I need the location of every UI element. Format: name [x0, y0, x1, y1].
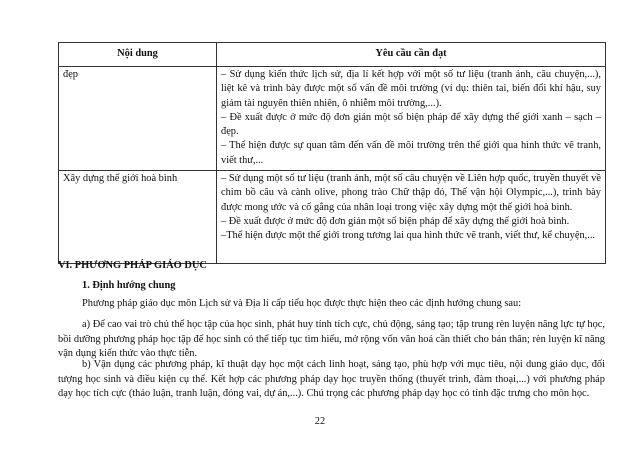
- sub-heading: 1. Định hướng chung: [82, 280, 176, 291]
- requirement-item: –Thể hiện được một thế giới trong tương lai qua hình thức vẽ tranh, viết thư, kể chuyện,...: [221, 230, 596, 242]
- table-row: [59, 171, 606, 264]
- header-content: Nội dung: [59, 43, 217, 67]
- page-number: 22: [314, 416, 326, 427]
- header-requirements: Yêu cầu cần đạt: [217, 43, 606, 67]
- table-row: [59, 67, 606, 171]
- requirement-item: – Thể hiện được sự quan tâm đến vấn đề môi trường trên thế giới qua hình thức vẽ tranh, viết thư,...: [221, 140, 601, 166]
- requirement-item: – Sử dụng một số tư liệu (tranh ảnh, một số câu chuyện về Liên hợp quốc, truyền thuyết về chim bồ câu và cành olive, phong trào Chữ thập đỏ, Thế vận hội Olympic,...), trình bày được mong ước và cố gắng của nhân loại trong việc xây dựng một thế giới hoà bình.: [221, 173, 601, 213]
- requirement-item: – Đề xuất được ở mức độ đơn giản một số biện pháp để xây dựng thế giới xanh – sạch – đẹp.: [221, 111, 601, 138]
- paragraph-b: b) Vận dụng các phương pháp, kĩ thuật dạy học một cách linh hoạt, sáng tạo, phù hợp với mục tiêu, nội dung giáo dục, đối tượng học sinh và điều kiện cụ thể. Kết hợp các phương pháp dạy học truyền thống (thuyết trình, đàm thoại,...) với phương pháp dạy học tích cực (thảo luận, tranh luận, đóng vai, dự án,...). Chú trọng các phương pháp dạy học có tính đặc trưng cho môn học.: [58, 359, 605, 400]
- row-topic: Xây dựng thế giới hoà bình: [59, 171, 217, 264]
- row-requirements: [217, 171, 606, 264]
- intro-paragraph: Phương pháp giáo dục môn Lịch sử và Địa lí cấp tiểu học được thực hiện theo các định hướng chung sau:: [82, 298, 522, 309]
- row-requirements: [217, 67, 606, 171]
- row-topic: đẹp: [59, 67, 217, 171]
- paragraph-a: a) Để cao vai trò chủ thể học tập của học sinh, phát huy tính tích cực, chủ động, sáng tạo; tập trung rèn luyện năng lực tự học, bồi dưỡng phương pháp học tập để học sinh có thể tiếp tục tìm hiểu, mở rộng vốn văn hoá cần thiết cho bản thân; rèn luyện kĩ năng vận dụng kiến thức vào thực tiễn.: [58, 319, 605, 360]
- requirements-table: [58, 42, 606, 264]
- table-header-row: [59, 43, 606, 67]
- requirement-item: – Sử dụng kiến thức lịch sử, địa lí kết hợp với một số tư liệu (tranh ảnh, câu chuyện,...), liệt kê và trình bày được một số vấn đề môi trường (ví dụ: thiên tai, biến đổi khí hậu, suy giảm tài nguyên thiên nhiên, ô nhiễm môi trường,...).: [221, 69, 601, 109]
- section-heading: VI. PHƯƠNG PHÁP GIÁO DỤC: [58, 260, 207, 271]
- requirement-item: – Đề xuất được ở mức độ đơn giản một số biện pháp để xây dựng thế giới hoà bình.: [221, 215, 570, 227]
